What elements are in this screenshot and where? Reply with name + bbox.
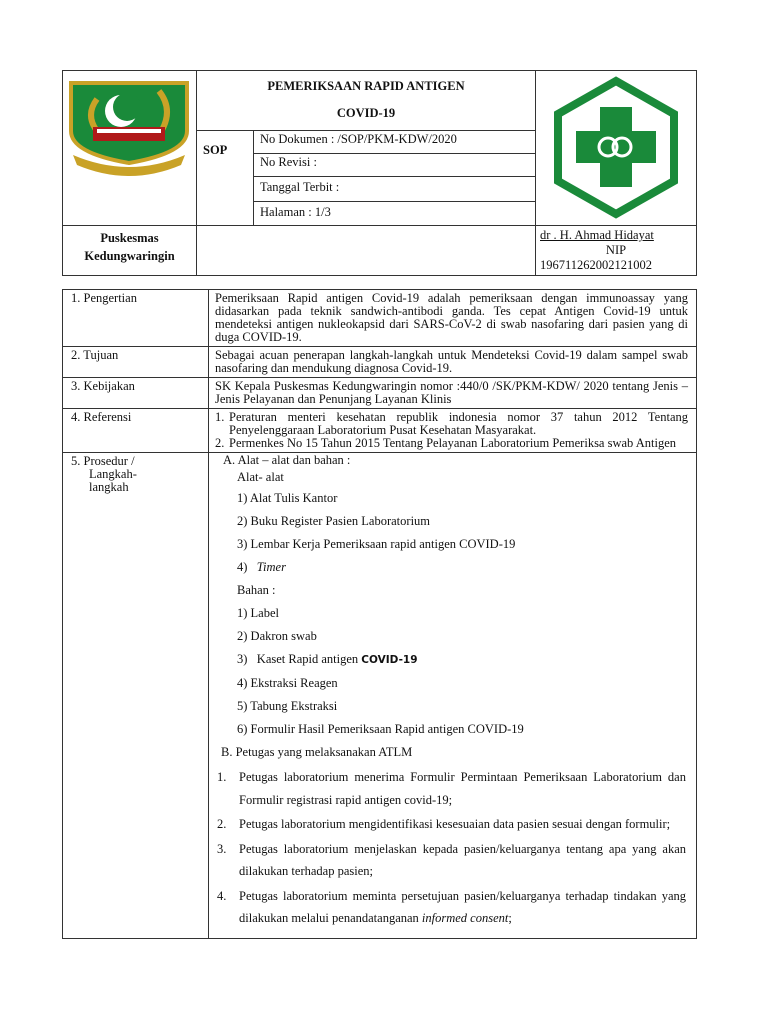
- list-item: 2. Petugas laboratorium mengidentifikasi kesesuaian data pasien sesuai dengan formulir;: [217, 817, 671, 831]
- list-item: 1. Peraturan menteri kesehatan republik indonesia nomor 37 tahun 2012 Tentang Penyelenggaraan Laboratorium Pusat Kesehatan Masyarakat.: [215, 410, 688, 437]
- document-title-line2: COVID-19: [336, 106, 396, 120]
- list-item: 1) Alat Tulis Kantor: [237, 491, 338, 505]
- list-item: 1) Label: [237, 606, 279, 620]
- list-item: 4) Ekstraksi Reagen: [237, 676, 338, 690]
- list-item: 2. Permenkes No 15 Tahun 2015 Tentang Pelayanan Laboratorium Pemeriksa swab Antigen: [215, 436, 676, 450]
- section-label-prosedur: 5. Prosedur / Langkah- langkah: [63, 453, 209, 939]
- section-text-referensi: [209, 409, 697, 453]
- alat-title: Alat- alat: [237, 470, 284, 484]
- section-b-title: B. Petugas yang melaksanakan ATLM: [221, 745, 413, 759]
- section-text-prosedur: [209, 453, 697, 939]
- section-text-pengertian: Pemeriksaan Rapid antigen Covid-19 adalah pemeriksaan dengan immunoassay yang didasarkan pada teknik sandwich-antibodi ganda. Tes cepat Antigen Covid-19 untuk mendeteksi antigen nukleokapsid dari SARS-CoV-2 di swab nasofaring dari pasien yang di duga COVID-19.: [209, 290, 697, 347]
- list-item: 5) Tabung Ekstraksi: [237, 699, 338, 713]
- signature-block: [536, 226, 697, 276]
- tanggal-terbit: Tanggal Terbit :: [254, 177, 536, 202]
- document-title-cell: [197, 71, 536, 131]
- list-item: 2) Dakron swab: [237, 629, 317, 643]
- list-item: 3. Petugas laboratorium menjelaskan kepada pasien/keluarganya tentang apa yang akan dilakukan terhadap pasien;: [217, 841, 686, 878]
- list-item: 1. Petugas laboratorium menerima Formulir Permintaan Pemeriksaan Laboratorium dan Formulir registrasi rapid antigen covid-19;: [217, 770, 686, 807]
- regional-crest-icon: [63, 71, 196, 221]
- section-a-title: A. Alat – alat dan bahan :: [223, 453, 351, 467]
- green-cross-logo-icon: [536, 71, 696, 221]
- sop-label: SOP: [197, 131, 254, 226]
- section-text-kebijakan: SK Kepala Puskesmas Kedungwaringin nomor :440/0 /SK/PKM-KDW/ 2020 tentang Jenis – Jenis Pelayanan dan Penunjang Layanan Klinis: [209, 378, 697, 409]
- section-label-kebijakan: 3. Kebijakan: [63, 378, 209, 409]
- logo-right-cell: [536, 71, 697, 226]
- empty-cell: [197, 226, 536, 276]
- list-item: 2) Buku Register Pasien Laboratorium: [237, 514, 431, 528]
- puskesmas-name: Puskesmas Kedungwaringin: [63, 226, 197, 276]
- logo-left-cell: [63, 71, 197, 226]
- section-label-pengertian: 1. Pengertian: [63, 290, 209, 347]
- bahan-title: Bahan :: [237, 583, 276, 597]
- sop-content-table: [62, 289, 697, 939]
- document-title-line1: PEMERIKSAAN RAPID ANTIGEN: [267, 79, 465, 93]
- sop-header-table: [62, 70, 697, 276]
- no-revisi: No Revisi :: [254, 154, 536, 177]
- list-item: 4. Petugas laboratorium meminta persetujuan pasien/keluarganya terhadap tindakan yang dilakukan melalui penandatanganan informed consent;: [217, 888, 686, 925]
- list-item: 3) Kaset Rapid antigen COVID-19: [237, 652, 418, 666]
- signer-name: dr . H. Ahmad Hidayat: [540, 228, 654, 242]
- section-label-referensi: 4. Referensi: [63, 409, 209, 453]
- list-item: 6) Formulir Hasil Pemeriksaan Rapid antigen COVID-19: [237, 722, 524, 736]
- nip-value: 196711262002121002: [540, 258, 653, 272]
- nip-label: NIP: [605, 243, 627, 257]
- section-text-tujuan: Sebagai acuan penerapan langkah-langkah untuk Mendeteksi Covid-19 dalam sampel swab nasofaring dan mendukung diagnosa Covid-19.: [209, 347, 697, 378]
- list-item: 4) Timer: [237, 560, 286, 574]
- no-dokumen: No Dokumen : /SOP/PKM-KDW/2020: [254, 131, 536, 154]
- halaman: Halaman : 1/3: [254, 202, 536, 226]
- section-label-tujuan: 2. Tujuan: [63, 347, 209, 378]
- list-item: 3) Lembar Kerja Pemeriksaan rapid antigen COVID-19: [237, 537, 516, 551]
